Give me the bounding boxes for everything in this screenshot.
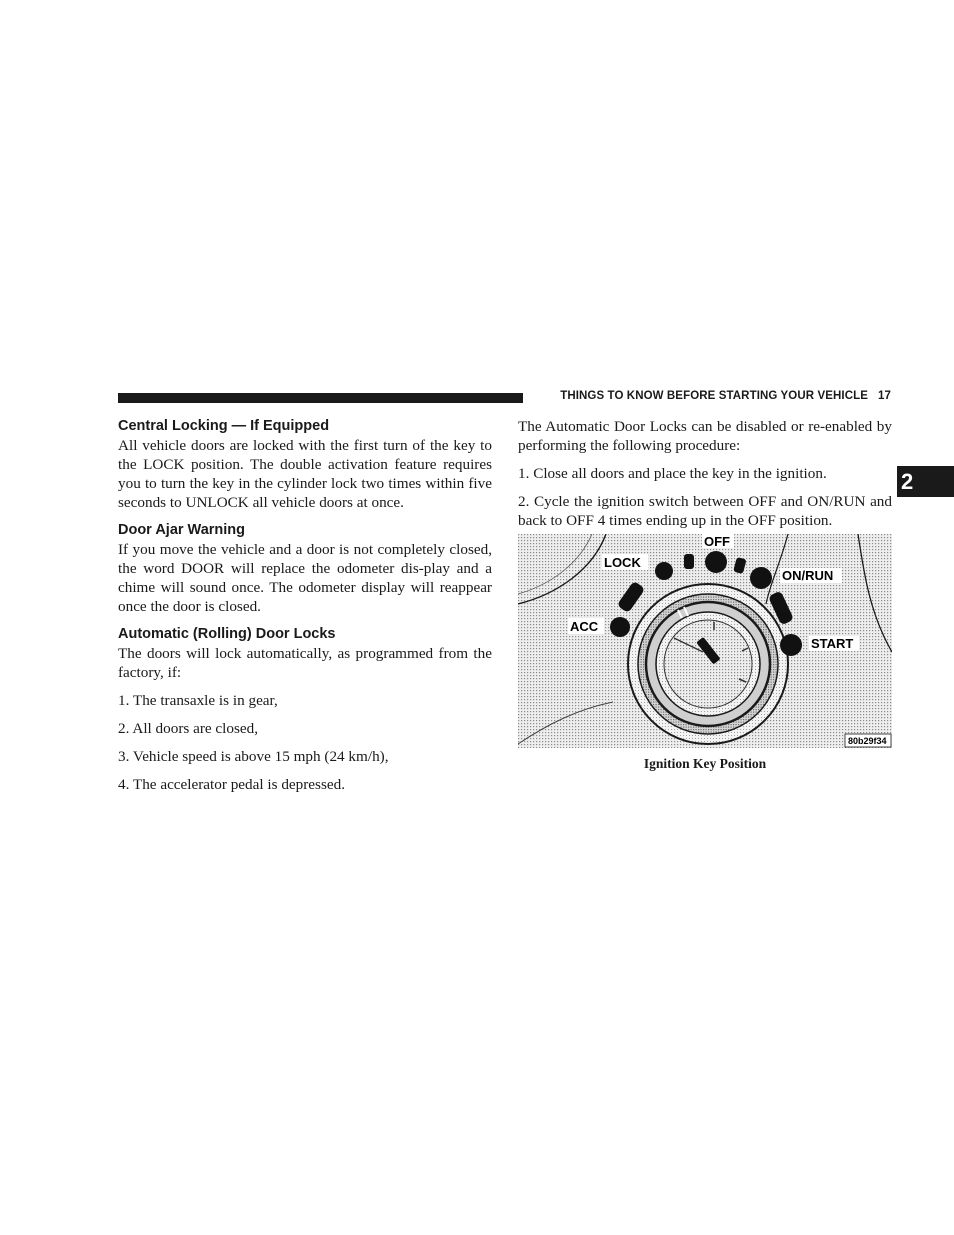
left-column	[118, 417, 492, 794]
heading-auto-locks: Automatic (Rolling) Door Locks	[118, 626, 336, 642]
ignition-illustration	[518, 534, 892, 748]
running-head-title: THINGS TO KNOW BEFORE STARTING YOUR VEHICLE	[560, 390, 868, 402]
body-auto-locks: The doors will lock automatically, as programmed from the factory, if:	[118, 645, 492, 681]
section-door-ajar	[118, 521, 492, 616]
body-door-ajar: If you move the vehicle and a door is not completely closed, the word DOOR will replace the odometer dis-play and a chime will sound once. The odometer display will reappear once the door is closed.	[118, 541, 492, 615]
heading-central-locking: Central Locking — If Equipped	[118, 418, 330, 434]
right-column	[518, 417, 892, 773]
chapter-tab: 2	[897, 466, 954, 497]
step-item: 2. Cycle the ignition switch between OFF and ON/RUN and back to OFF 4 times ending up in the OFF position.	[518, 493, 892, 529]
step-item: 1. Close all doors and place the key in the ignition.	[518, 465, 827, 482]
list-item: 1. The transaxle is in gear,	[118, 692, 278, 709]
list-item: 4. The accelerator pedal is depressed.	[118, 776, 346, 793]
label-off: OFF	[704, 534, 730, 549]
label-on-run: ON/RUN	[782, 568, 834, 583]
header-rule	[118, 393, 523, 403]
figure-code: 80b29f34	[848, 736, 887, 746]
intro-paragraph: The Automatic Door Locks can be disabled or re-enabled by performing the following procedure:	[518, 418, 892, 454]
running-head	[533, 390, 891, 402]
section-central-locking	[118, 417, 492, 512]
heading-door-ajar: Door Ajar Warning	[118, 522, 246, 538]
label-lock: LOCK	[604, 555, 641, 570]
body-central-locking: All vehicle doors are locked with the first turn of the key to the LOCK position. The double activation feature requires you to turn the key in the cylinder lock two times within five seconds to UNLOCK all vehicle doors at once.	[118, 437, 492, 511]
list-item: 3. Vehicle speed is above 15 mph (24 km/h),	[118, 748, 389, 765]
label-start: START	[811, 636, 854, 651]
label-acc: ACC	[570, 619, 599, 634]
ignition-figure	[518, 534, 892, 748]
list-item: 2. All doors are closed,	[118, 720, 259, 737]
section-auto-locks	[118, 625, 492, 794]
figure-caption: Ignition Key Position	[643, 756, 767, 771]
page-number: 17	[878, 390, 891, 402]
